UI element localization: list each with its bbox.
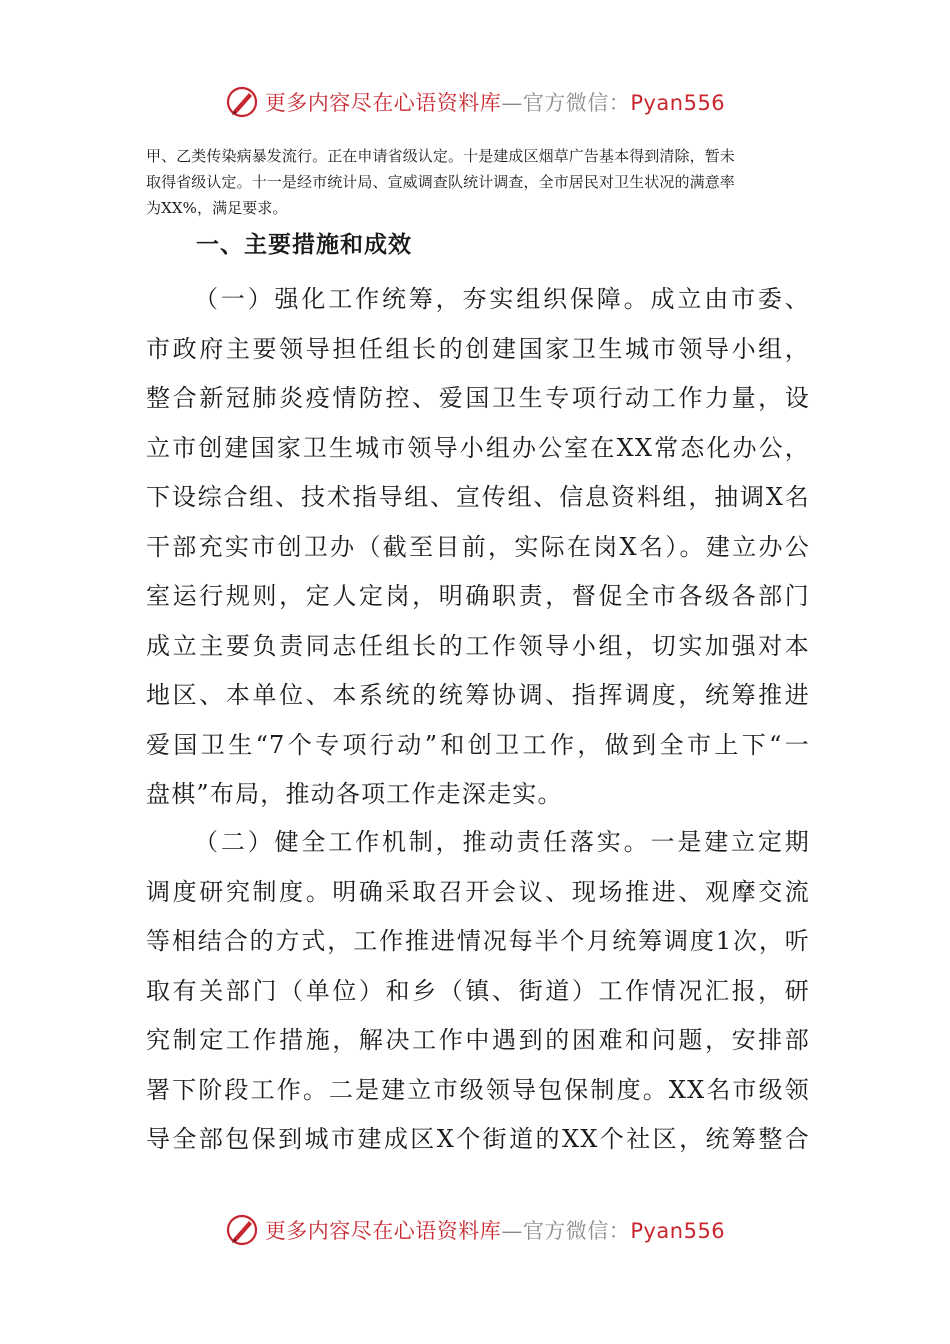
paragraph-line: 导全部包保到城市建成区X个街道的XX个社区，统筹整合 <box>146 1125 810 1153</box>
paragraph-line: 究制定工作措施，解决工作中遇到的困难和问题，安排部 <box>146 1026 810 1054</box>
watermark-official-label: —官方微信： <box>501 1219 631 1243</box>
section-heading: 一、主要措施和成效 <box>196 232 412 258</box>
intro-line: 为XX%，满足要求。 <box>146 199 288 217</box>
intro-line: 取得省级认定。十一是经市统计局、宣威调查队统计调查，全市居民对卫生状况的满意率 <box>146 173 735 191</box>
watermark-banner-bottom <box>0 1210 950 1250</box>
paragraph-line: 整合新冠肺炎疫情防控、爱国卫生专项行动工作力量，设 <box>146 384 810 412</box>
paragraph-mechanism <box>146 818 810 1165</box>
watermark-official-label: —官方微信： <box>501 91 631 115</box>
watermark-banner-top <box>0 82 950 122</box>
paragraph-line: 地区、本单位、本系统的统筹协调、指挥调度，统筹推进 <box>146 681 810 709</box>
watermark-text <box>265 87 725 117</box>
paragraph-line: 盘棋”布局，推动各项工作走深走实。 <box>146 780 563 808</box>
watermark-wechat-id: Pyan556 <box>630 91 726 115</box>
watermark-wechat-id: Pyan556 <box>630 1219 726 1243</box>
pen-logo-icon <box>225 1213 259 1247</box>
paragraph-line: 爱国卫生“7个专项行动”和创卫工作，做到全市上下“一 <box>146 730 810 759</box>
paragraph-line: 调度研究制度。明确采取召开会议、现场推进、观摩交流 <box>146 877 810 906</box>
watermark-brand: 更多内容尽在心语资料库 <box>264 91 502 115</box>
paragraph-line: 等相结合的方式，工作推进情况每半个月统筹调度1次，听 <box>146 927 810 955</box>
paragraph-line: 室运行规则，定人定岗，明确职责，督促全市各级各部门 <box>146 582 810 610</box>
paragraph-line: 干部充实市创卫办（截至目前，实际在岗X名）。建立办公 <box>146 532 810 561</box>
paragraph-line: 署下阶段工作。二是建立市级领导包保制度。XX名市级领 <box>146 1075 810 1104</box>
intro-line: 甲、乙类传染病暴发流行。正在申请省级认定。十是建成区烟草广告基本得到清除，暂未 <box>146 147 735 165</box>
paragraph-line: 立市创建国家卫生城市领导小组办公室在XX常态化办公， <box>146 433 810 462</box>
paragraph-line: 市政府主要领导担任组长的创建国家卫生城市领导小组， <box>146 334 810 363</box>
paragraph-line: （一）强化工作统筹，夯实组织保障。成立由市委、 <box>194 285 810 313</box>
pen-logo-icon <box>225 85 259 119</box>
paragraph-line: 成立主要负责同志任组长的工作领导小组，切实加强对本 <box>146 631 810 660</box>
paragraph-line: 取有关部门（单位）和乡（镇、街道）工作情况汇报，研 <box>146 976 810 1005</box>
watermark-text <box>265 1215 725 1245</box>
paragraph-line: （二）健全工作机制，推动责任落实。一是建立定期 <box>194 828 810 856</box>
watermark-brand: 更多内容尽在心语资料库 <box>264 1219 502 1243</box>
intro-paragraph <box>146 143 810 221</box>
paragraph-line: 下设综合组、技术指导组、宣传组、信息资料组，抽调X名 <box>146 483 810 511</box>
paragraph-organization <box>146 275 810 820</box>
